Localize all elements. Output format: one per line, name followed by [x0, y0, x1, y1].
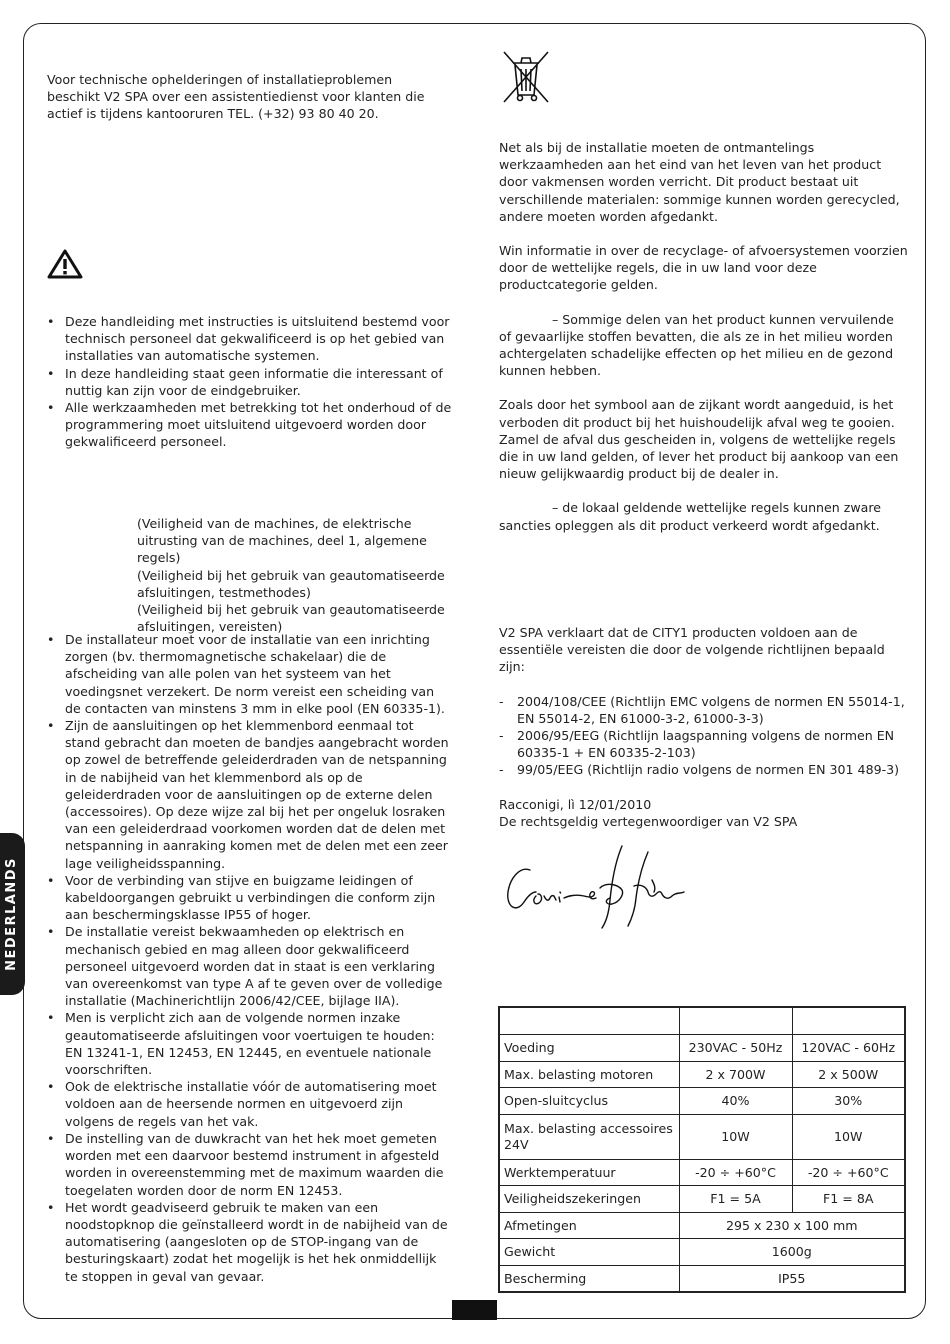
norm-description: (Veiligheid bij het gebruik van geautomatiseerde afsluitingen, vereisten)	[137, 602, 445, 635]
disposal-paragraph: Net als bij de installatie moeten de ontmantelings werkzaamheden aan het eind van het leven van het product door vakmensen worden verricht. Dit product bestaat uit verschillende materialen: sommige kunnen worden gerecycled, andere moeten worden afgedankt.	[499, 140, 900, 224]
declaration-section	[499, 624, 909, 830]
spec-value-120v: 2 x 500W	[792, 1061, 905, 1088]
spec-label: Max. belasting motoren	[499, 1061, 679, 1088]
installation-item: • Men is verplicht zich aan de volgende normen inzake geautomatiseerde afsluitingen voor voertuigen te houden: EN 13241-1, EN 12453, EN 12445, en eventuele nationale voorschriften.	[47, 1009, 452, 1078]
table-row	[499, 1114, 905, 1159]
installation-item: • De installatie vereist bekwaamheden op elektrisch en mechanisch gebied en mag alleen door gekwalificeerd personeel uitgevoerd worden dat in staat is een verklaring van overeenkomst van type A af te geven over de volledige installatie (Machinerichtlijn 2006/42/CEE, bijlage IIA).	[47, 923, 452, 1009]
spec-label: Bescherming	[499, 1265, 679, 1292]
spec-label: Max. belasting accessoires 24V	[499, 1114, 679, 1159]
language-label: NEDERLANDS	[4, 857, 19, 971]
support-intro: Voor technische ophelderingen of installatieproblemen beschikt V2 SPA over een assistentiedienst voor klanten die actief is tijdens kantooruren TEL. (+32) 93 80 40 20.	[47, 72, 425, 122]
spec-label: Voeding	[499, 1035, 679, 1062]
spec-value-230v: 10W	[679, 1114, 792, 1159]
disposal-paragraph: Win informatie in over de recyclage- of afvoersystemen voorzien door de wettelijke regels, die in uw land voor deze productcategorie gelden.	[499, 243, 908, 293]
table-row	[499, 1061, 905, 1088]
spec-label: Werktemperatuur	[499, 1159, 679, 1186]
spec-label: Gewicht	[499, 1239, 679, 1266]
warnings-list	[47, 313, 452, 451]
page-number-tab	[452, 1300, 497, 1320]
spec-value-merged: 295 x 230 x 100 mm	[679, 1212, 905, 1239]
spec-value-merged: IP55	[679, 1265, 905, 1292]
spec-value-230v: 40%	[679, 1088, 792, 1115]
installation-list	[47, 631, 452, 1285]
table-row	[499, 1035, 905, 1062]
installation-item: • Ook de elektrische installatie vóór de automatisering moet voldoen aan de heersende normen en uitgevoerd zijn volgens de regels van het vak.	[47, 1078, 452, 1130]
spec-value-230v: 2 x 700W	[679, 1061, 792, 1088]
norms-block	[137, 515, 455, 635]
spec-label: Afmetingen	[499, 1212, 679, 1239]
spec-value-230v: F1 = 5A	[679, 1186, 792, 1213]
crossed-bin-icon	[501, 49, 551, 105]
representative-text: De rechtsgeldig vertegenwoordiger van V2 SPA	[499, 813, 798, 829]
directive-item: - 2006/95/EEG (Richtlijn laagspanning volgens de normen EN 60335-1 + EN 60335-2-103)	[499, 727, 909, 761]
spec-value-230v: 230VAC - 50Hz	[679, 1035, 792, 1062]
spec-label: Open-sluitcyclus	[499, 1088, 679, 1115]
table-row	[499, 1239, 905, 1266]
language-side-tab	[0, 833, 25, 995]
disposal-paragraph: – Sommige delen van het product kunnen vervuilende of gevaarlijke stoffen bevatten, die als ze in het milieu worden achtergelaten schadelijke effecten op het milieu en de gezond kunnen hebben.	[499, 311, 894, 379]
table-row	[499, 1159, 905, 1186]
disposal-paragraph: Zoals door het symbool aan de zijkant wordt aangeduid, is het verboden dit product bij het huishoudelijk afval weg te gooien. Zamel de afval dus gescheiden in, volgens de wettelijke regels die in uw land gelden, of lever het product bij aankoop van een nieuw gelijkwaardig product bij de dealer in.	[499, 397, 899, 482]
spec-value-merged: 1600g	[679, 1239, 905, 1266]
installation-item: • Zijn de aansluitingen op het klemmenbord eenmaal tot stand gebracht dan moeten de bandjes aangebracht worden op zowel de betreffende geleiderdraden van de netspanning in de nabijheid van het klemmenbord als op de geleiderdraden voor de aansluitingen op de externe delen (accessoires). Op deze wijze zal bij het per ongeluk losraken van een geleiderdraad voorkomen worden dat de delen met netspanning in aanraking komen met de delen met een zeer lage veiligheidsspanning.	[47, 717, 452, 872]
disposal-section	[499, 139, 909, 534]
specifications-table	[498, 1006, 906, 1293]
table-row	[499, 1088, 905, 1115]
directive-item: - 2004/108/CEE (Richtlijn EMC volgens de normen EN 55014-1, EN 55014-2, EN 61000-3-2, 61000-3-3)	[499, 693, 909, 727]
spec-value-230v: -20 ÷ +60°C	[679, 1159, 792, 1186]
installation-item: • Voor de verbinding van stijve en buigzame leidingen of kabeldoorgangen gebruikt u verbindingen die conform zijn aan beschermingsklasse IP55 of hoger.	[47, 872, 452, 924]
warning-triangle-icon	[46, 248, 84, 280]
table-row	[499, 1265, 905, 1292]
spec-value-120v: F1 = 8A	[792, 1186, 905, 1213]
installation-item: • De instelling van de duwkracht van het hek moet gemeten worden met een daarvoor bestemd instrument in afgesteld worden in overeenstemming met de maximum waarden die toegelaten worden door de norm EN 12453.	[47, 1130, 452, 1199]
installation-item: • Het wordt geadviseerd gebruik te maken van een noodstopknop die geïnstalleerd wordt in de nabijheid van de automatisering (aangesloten op de STOP-ingang van de besturingskaart) zodat het mogelijk is het hek onmiddellijk te stoppen in geval van gevaar.	[47, 1199, 452, 1285]
spec-label: Veiligheidszekeringen	[499, 1186, 679, 1213]
table-header-row	[499, 1007, 905, 1035]
directive-item: - 99/05/EEG (Richtlijn radio volgens de normen EN 301 489-3)	[499, 761, 909, 778]
place-date: Racconigi, lì 12/01/2010	[499, 796, 652, 812]
directives-list	[499, 693, 909, 779]
table-row	[499, 1212, 905, 1239]
table-row	[499, 1186, 905, 1213]
warning-item: • Deze handleiding met instructies is uitsluitend bestemd voor technisch personeel dat gekwalificeerd is op het gebied van installaties van automatische systemen.	[47, 313, 452, 365]
declaration-text: V2 SPA verklaart dat de CITY1 producten voldoen aan de essentiële vereisten die door de volgende richtlijnen bepaald zijn:	[499, 625, 885, 675]
signature	[502, 840, 692, 932]
spec-value-120v: 30%	[792, 1088, 905, 1115]
warning-item: • Alle werkzaamheden met betrekking tot het onderhoud of de programmering moet uitsluitend uitgevoerd worden door gekwalificeerd personeel.	[47, 399, 452, 451]
warning-item: • In deze handleiding staat geen informatie die interessant of nuttig kan zijn voor de eindgebruiker.	[47, 365, 452, 399]
norm-description: (Veiligheid bij het gebruik van geautomatiseerde afsluitingen, testmethodes)	[137, 567, 445, 600]
disposal-paragraph: – de lokaal geldende wettelijke regels kunnen zware sancties opleggen als dit product verkeerd wordt afgedankt.	[499, 500, 882, 533]
norm-description: (Veiligheid van de machines, de elektrische uitrusting van de machines, deel 1, algemene regels)	[137, 516, 427, 566]
spec-value-120v: 10W	[792, 1114, 905, 1159]
spec-value-120v: 120VAC - 60Hz	[792, 1035, 905, 1062]
spec-value-120v: -20 ÷ +60°C	[792, 1159, 905, 1186]
installation-item: • De installateur moet voor de installatie van een inrichting zorgen (bv. thermomagnetische schakelaar) die de afscheiding van alle polen van het systeem van het voedingsnet verzekert. De norm vereist een scheiding van de contacten van minstens 3 mm in elke pool (EN 60335-1).	[47, 631, 452, 717]
